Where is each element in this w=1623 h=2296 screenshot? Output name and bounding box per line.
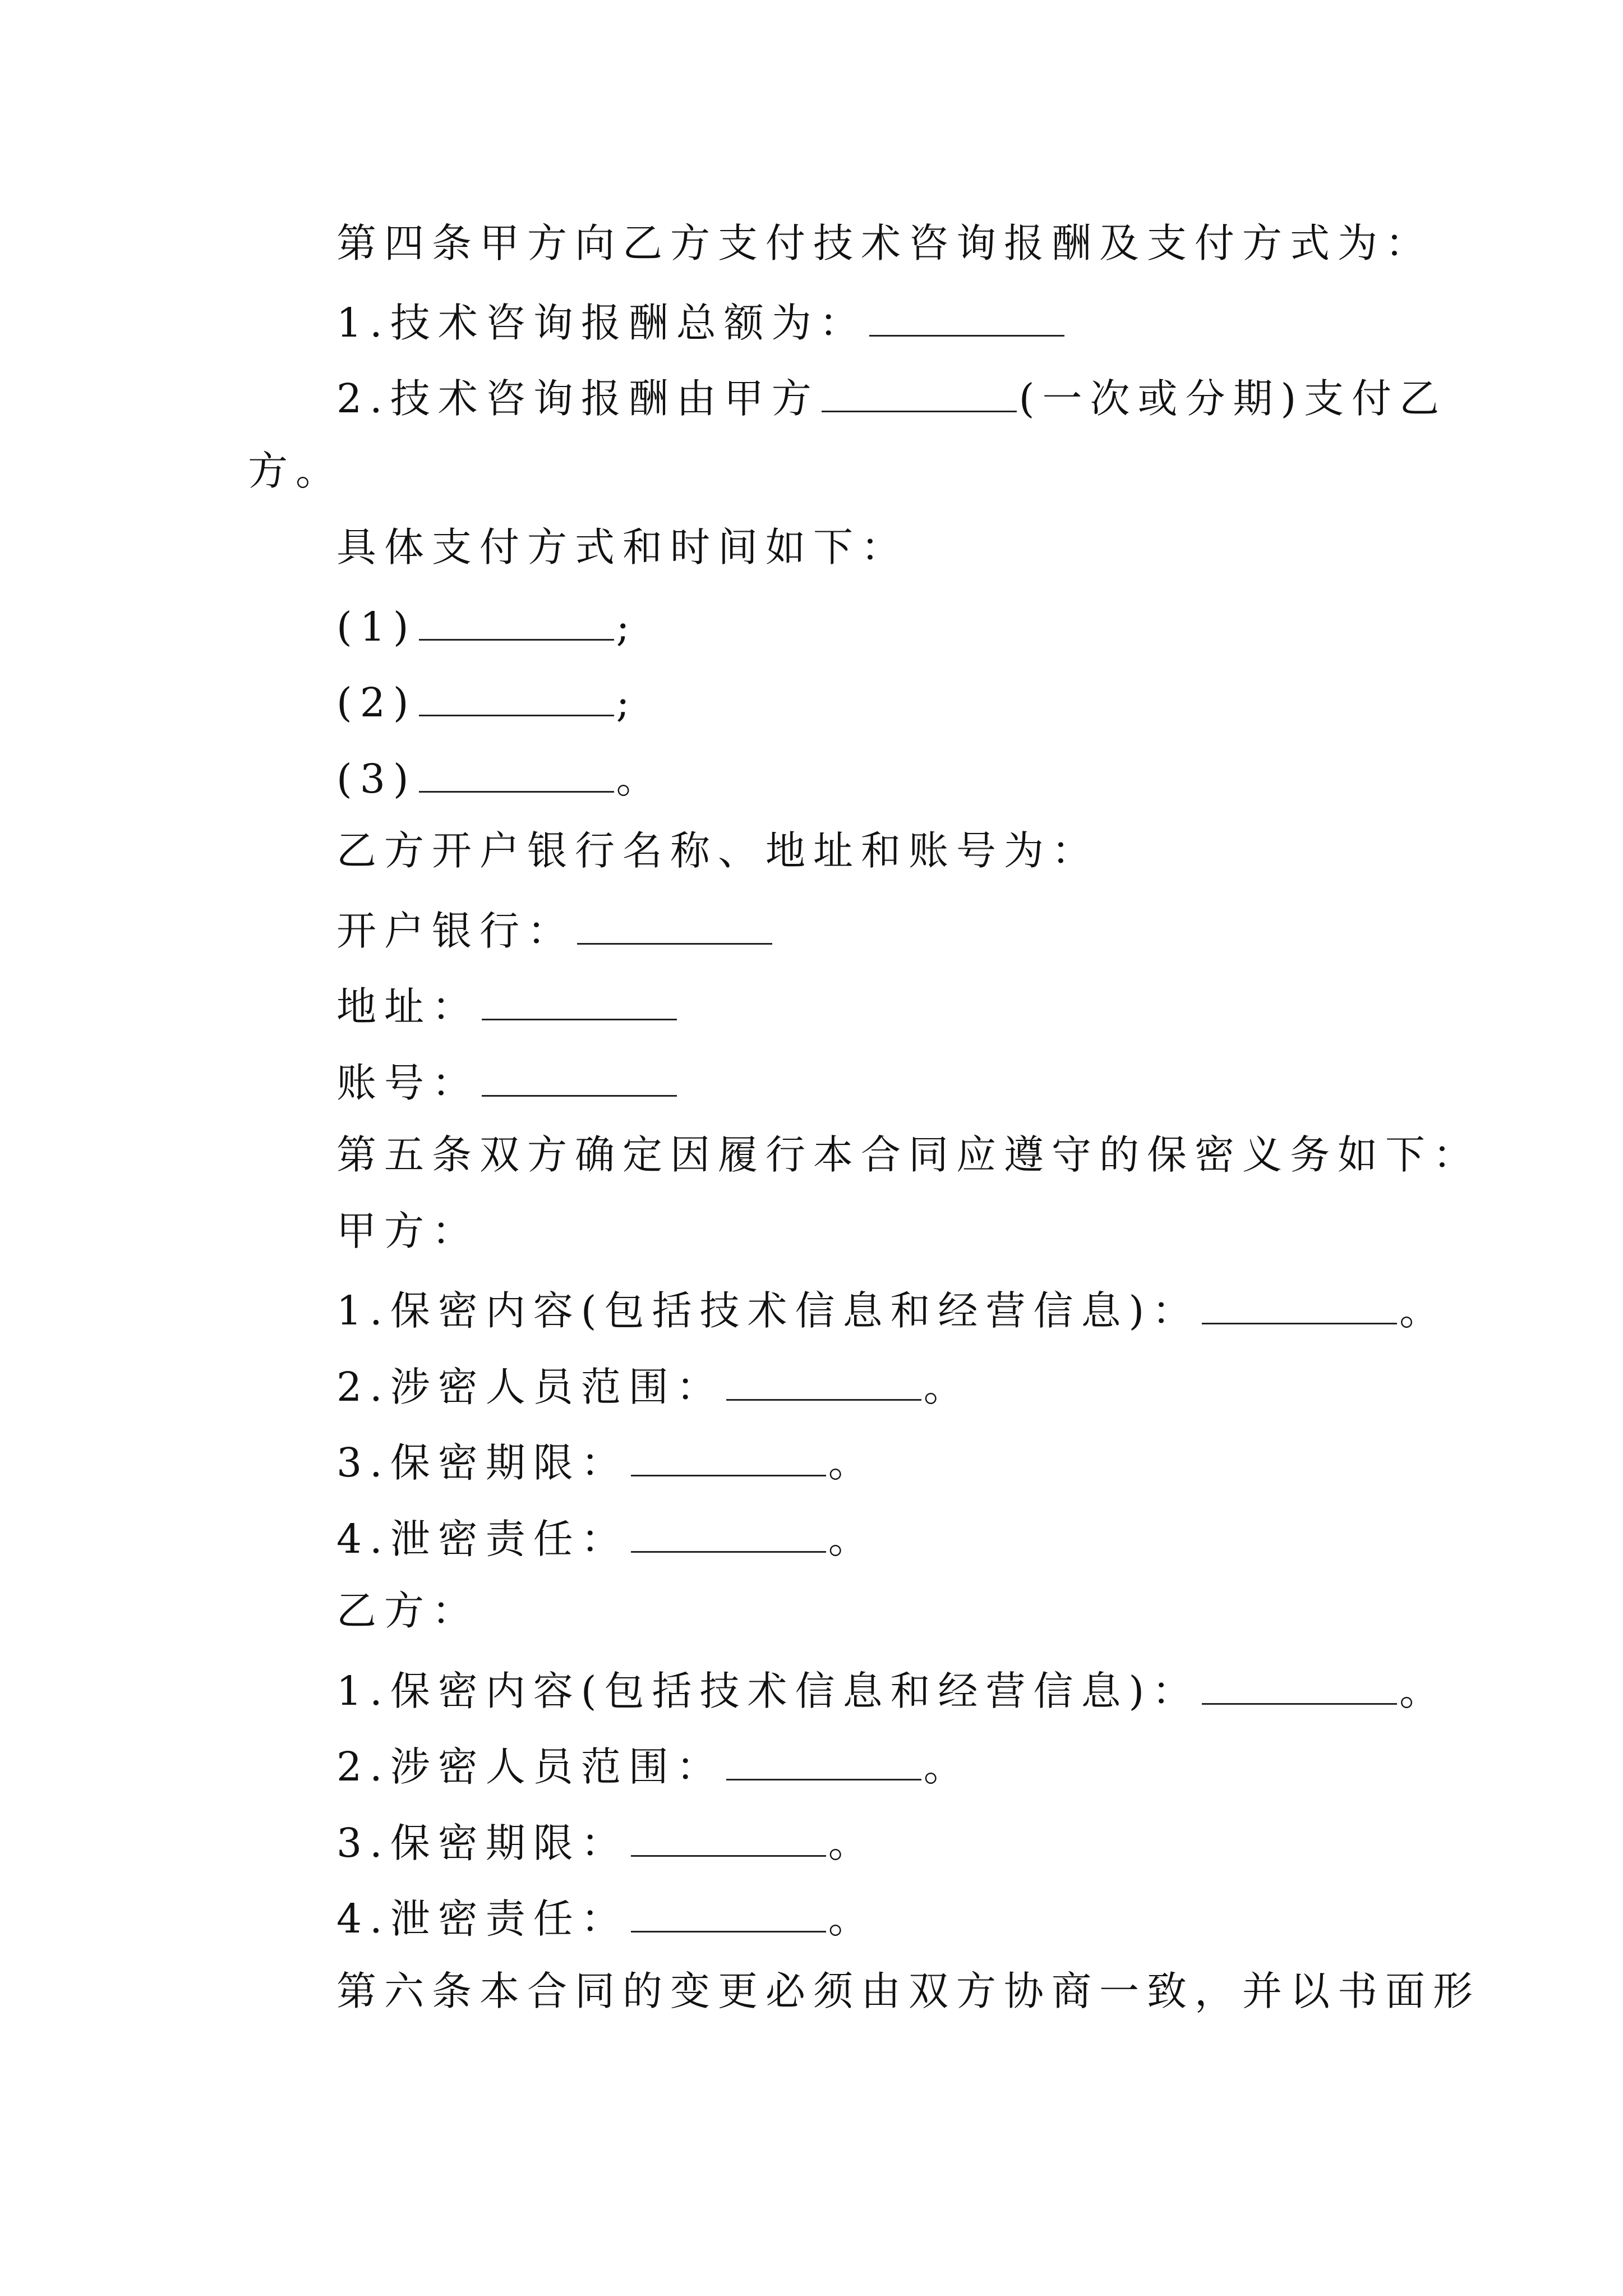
- fill-blank[interactable]: [631, 1515, 826, 1553]
- article-4-heading: 第四条甲方向乙方支付技术咨询报酬及支付方式为：: [336, 220, 1433, 266]
- fill-blank[interactable]: [1202, 1287, 1397, 1324]
- party-a-label: 甲方：: [336, 1208, 480, 1254]
- fill-blank[interactable]: [1202, 1667, 1397, 1705]
- consulting-fee-total-line: 1.技术咨询报酬总额为：: [336, 299, 1067, 343]
- fill-blank[interactable]: [869, 299, 1064, 337]
- article-6-heading: 第六条本合同的变更必须由双方协商一致，并以书面形: [336, 1968, 1481, 2014]
- party-a-confidential-term: 3.保密期限： 。: [336, 1439, 876, 1486]
- article-5-heading: 第五条双方确定因履行本合同应遵守的保密义务如下：: [336, 1131, 1481, 1178]
- fill-blank[interactable]: [577, 907, 772, 945]
- fill-blank[interactable]: [822, 375, 1017, 412]
- bank-address-line: 地址：: [336, 983, 679, 1027]
- party-b-personnel-scope: 2.涉密人员范围： 。: [336, 1743, 971, 1790]
- payment-method-line: 2.技术咨询报酬由甲方 (一次或分期)支付乙: [336, 375, 1447, 422]
- fill-blank[interactable]: [419, 603, 614, 641]
- payment-schedule-heading: 具体支付方式和时间如下：: [336, 524, 909, 570]
- fill-blank[interactable]: [419, 755, 614, 793]
- party-b-leak-liability: 4.泄密责任： 。: [336, 1895, 876, 1942]
- fill-blank[interactable]: [482, 983, 677, 1020]
- fill-blank[interactable]: [726, 1363, 921, 1401]
- fill-blank[interactable]: [419, 679, 614, 716]
- payment-item-3: (3) 。: [336, 755, 664, 802]
- party-b-confidential-term: 3.保密期限： 。: [336, 1819, 876, 1866]
- bank-account-line: 账号：: [336, 1059, 679, 1103]
- fill-blank[interactable]: [726, 1743, 921, 1780]
- fill-blank[interactable]: [631, 1439, 826, 1476]
- party-a-confidential-content: 1.保密内容(包括技术信息和经营信息)： 。: [336, 1287, 1447, 1334]
- party-a-leak-liability: 4.泄密责任： 。: [336, 1515, 876, 1562]
- party-b-label: 乙方：: [336, 1588, 480, 1634]
- fill-blank[interactable]: [631, 1819, 826, 1857]
- payment-item-2: (2) ;: [336, 679, 638, 726]
- bank-info-heading: 乙方开户银行名称、地址和账号为：: [336, 827, 1100, 874]
- fill-blank[interactable]: [631, 1895, 826, 1932]
- payment-method-line-cont: 方。: [248, 448, 344, 494]
- payment-item-1: (1) ;: [336, 603, 638, 650]
- fill-blank[interactable]: [482, 1059, 677, 1097]
- bank-name-line: 开户银行：: [336, 907, 774, 951]
- party-b-confidential-content: 1.保密内容(包括技术信息和经营信息)： 。: [336, 1667, 1447, 1714]
- party-a-personnel-scope: 2.涉密人员范围： 。: [336, 1363, 971, 1410]
